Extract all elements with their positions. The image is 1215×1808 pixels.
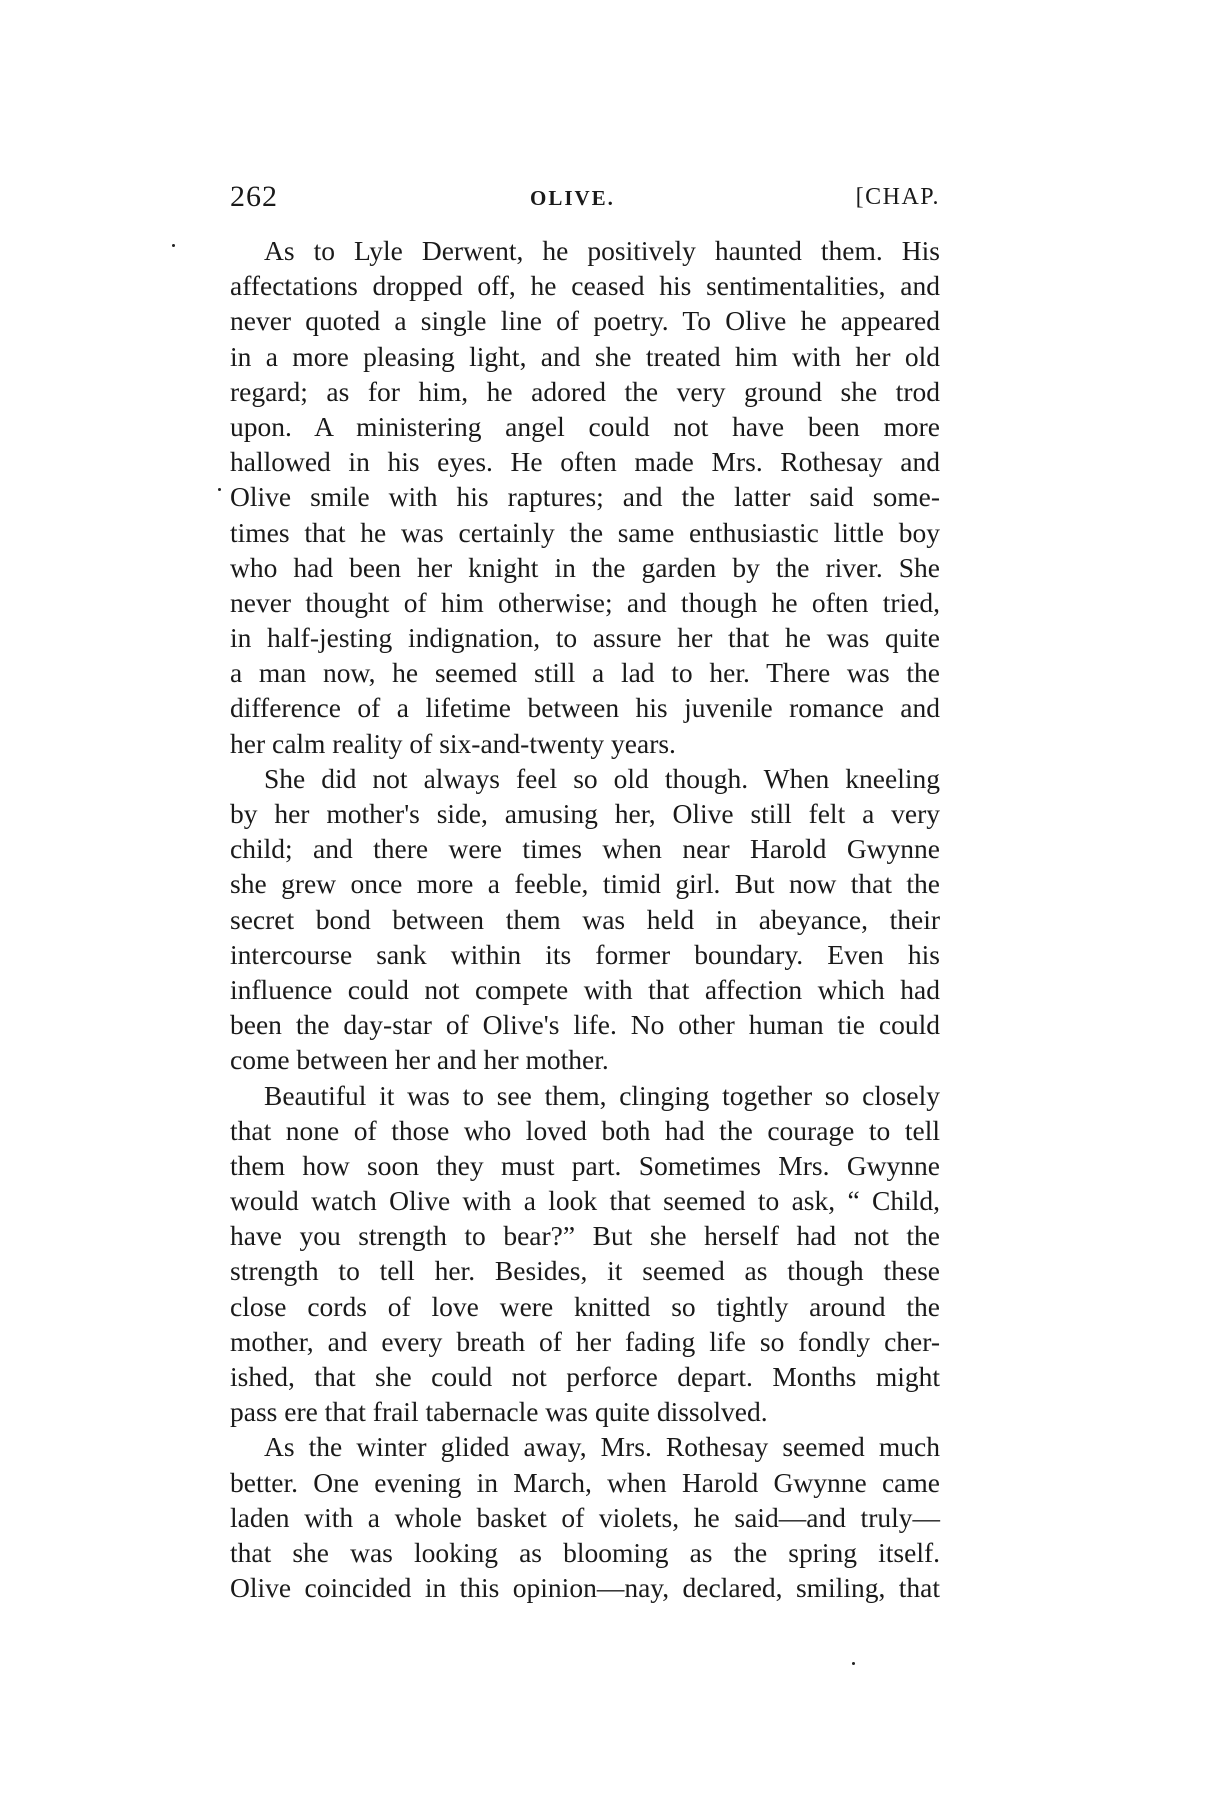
scan-speck [172,244,175,247]
text-line: better. One evening in March, when Harold Gwynne came [230,1466,940,1498]
text-line: in half-jesting indignation, to assure her that he was quite [230,622,940,654]
text-line: Olive coincided in this opinion—nay, declared, smiling, that [230,1572,940,1604]
text-line: Beautiful it was to see them, clinging together so closely [264,1079,940,1111]
text-line: never thought of him otherwise; and though he often tried, [230,586,940,618]
chapter-marker: [CHAP. [855,184,940,210]
text-line: She did not always feel so old though. When kneeling [264,762,940,794]
text-line: in a more pleasing light, and she treated him with her old [230,340,940,372]
text-line: ished, that she could not perforce depart. Months might [230,1361,940,1392]
text-line: have you strength to bear?” But she herself had not the [230,1220,940,1252]
text-line: that she was looking as blooming as the spring itself. [230,1536,940,1568]
text-line: As the winter glided away, Mrs. Rothesay seemed much [264,1431,940,1463]
text-line: her calm reality of six-and-twenty years. [230,727,676,759]
text-line: come between her and her mother. [230,1044,609,1076]
text-line: close cords of love were knitted so tightly around the [230,1290,940,1322]
text-line: that none of those who loved both had the courage to tell [230,1114,940,1146]
text-line: would watch Olive with a look that seemed to ask, “ Child, [230,1185,940,1217]
text-line: child; and there were times when near Harold Gwynne [230,833,940,865]
text-line: laden with a whole basket of violets, he said—and truly— [230,1501,940,1533]
text-line: Olive smile with his raptures; and the latter said some- [230,481,940,513]
text-line: hallowed in his eyes. He often made Mrs. Rothesay and [230,446,940,478]
text-line: been the day-star of Olive's life. No other human tie could [230,1009,940,1041]
text-line: difference of a lifetime between his juvenile romance and [230,692,940,724]
text-line: intercourse sank within its former boundary. Even his [230,938,940,970]
text-line: secret bond between them was held in abeyance, their [230,903,940,935]
text-line: influence could not compete with that affection which had [230,973,940,1005]
text-line: upon. A ministering angel could not have been more [230,410,940,442]
text-line: she grew once more a feeble, timid girl. But now that the [230,868,940,900]
running-head [230,180,940,220]
text-line: regard; as for him, he adored the very ground she trod [230,375,940,407]
scan-speck [852,1662,855,1665]
text-line: them how soon they must part. Sometimes Mrs. Gwynne [230,1149,940,1181]
text-line: by her mother's side, amusing her, Olive still felt a very [230,798,940,829]
text-line: pass ere that frail tabernacle was quite dissolved. [230,1396,768,1428]
text-line: strength to tell her. Besides, it seemed as though these [230,1255,940,1287]
text-line: times that he was certainly the same enthusiastic little boy [230,516,940,548]
page-number: 262 [230,180,278,213]
text-line: affectations dropped off, he ceased his sentimentalities, and [230,270,940,302]
scan-speck [218,488,221,491]
text-line: who had been her knight in the garden by the river. She [230,551,940,583]
text-line: mother, and every breath of her fading life so fondly cher- [230,1325,940,1357]
body-text [230,233,940,1605]
text-line: a man now, he seemed still a lad to her. There was the [230,657,940,689]
text-line: never quoted a single line of poetry. To Olive he appeared [230,305,940,337]
text-line: As to Lyle Derwent, he positively haunted them. His [264,235,940,266]
running-title: OLIVE. [530,186,615,210]
